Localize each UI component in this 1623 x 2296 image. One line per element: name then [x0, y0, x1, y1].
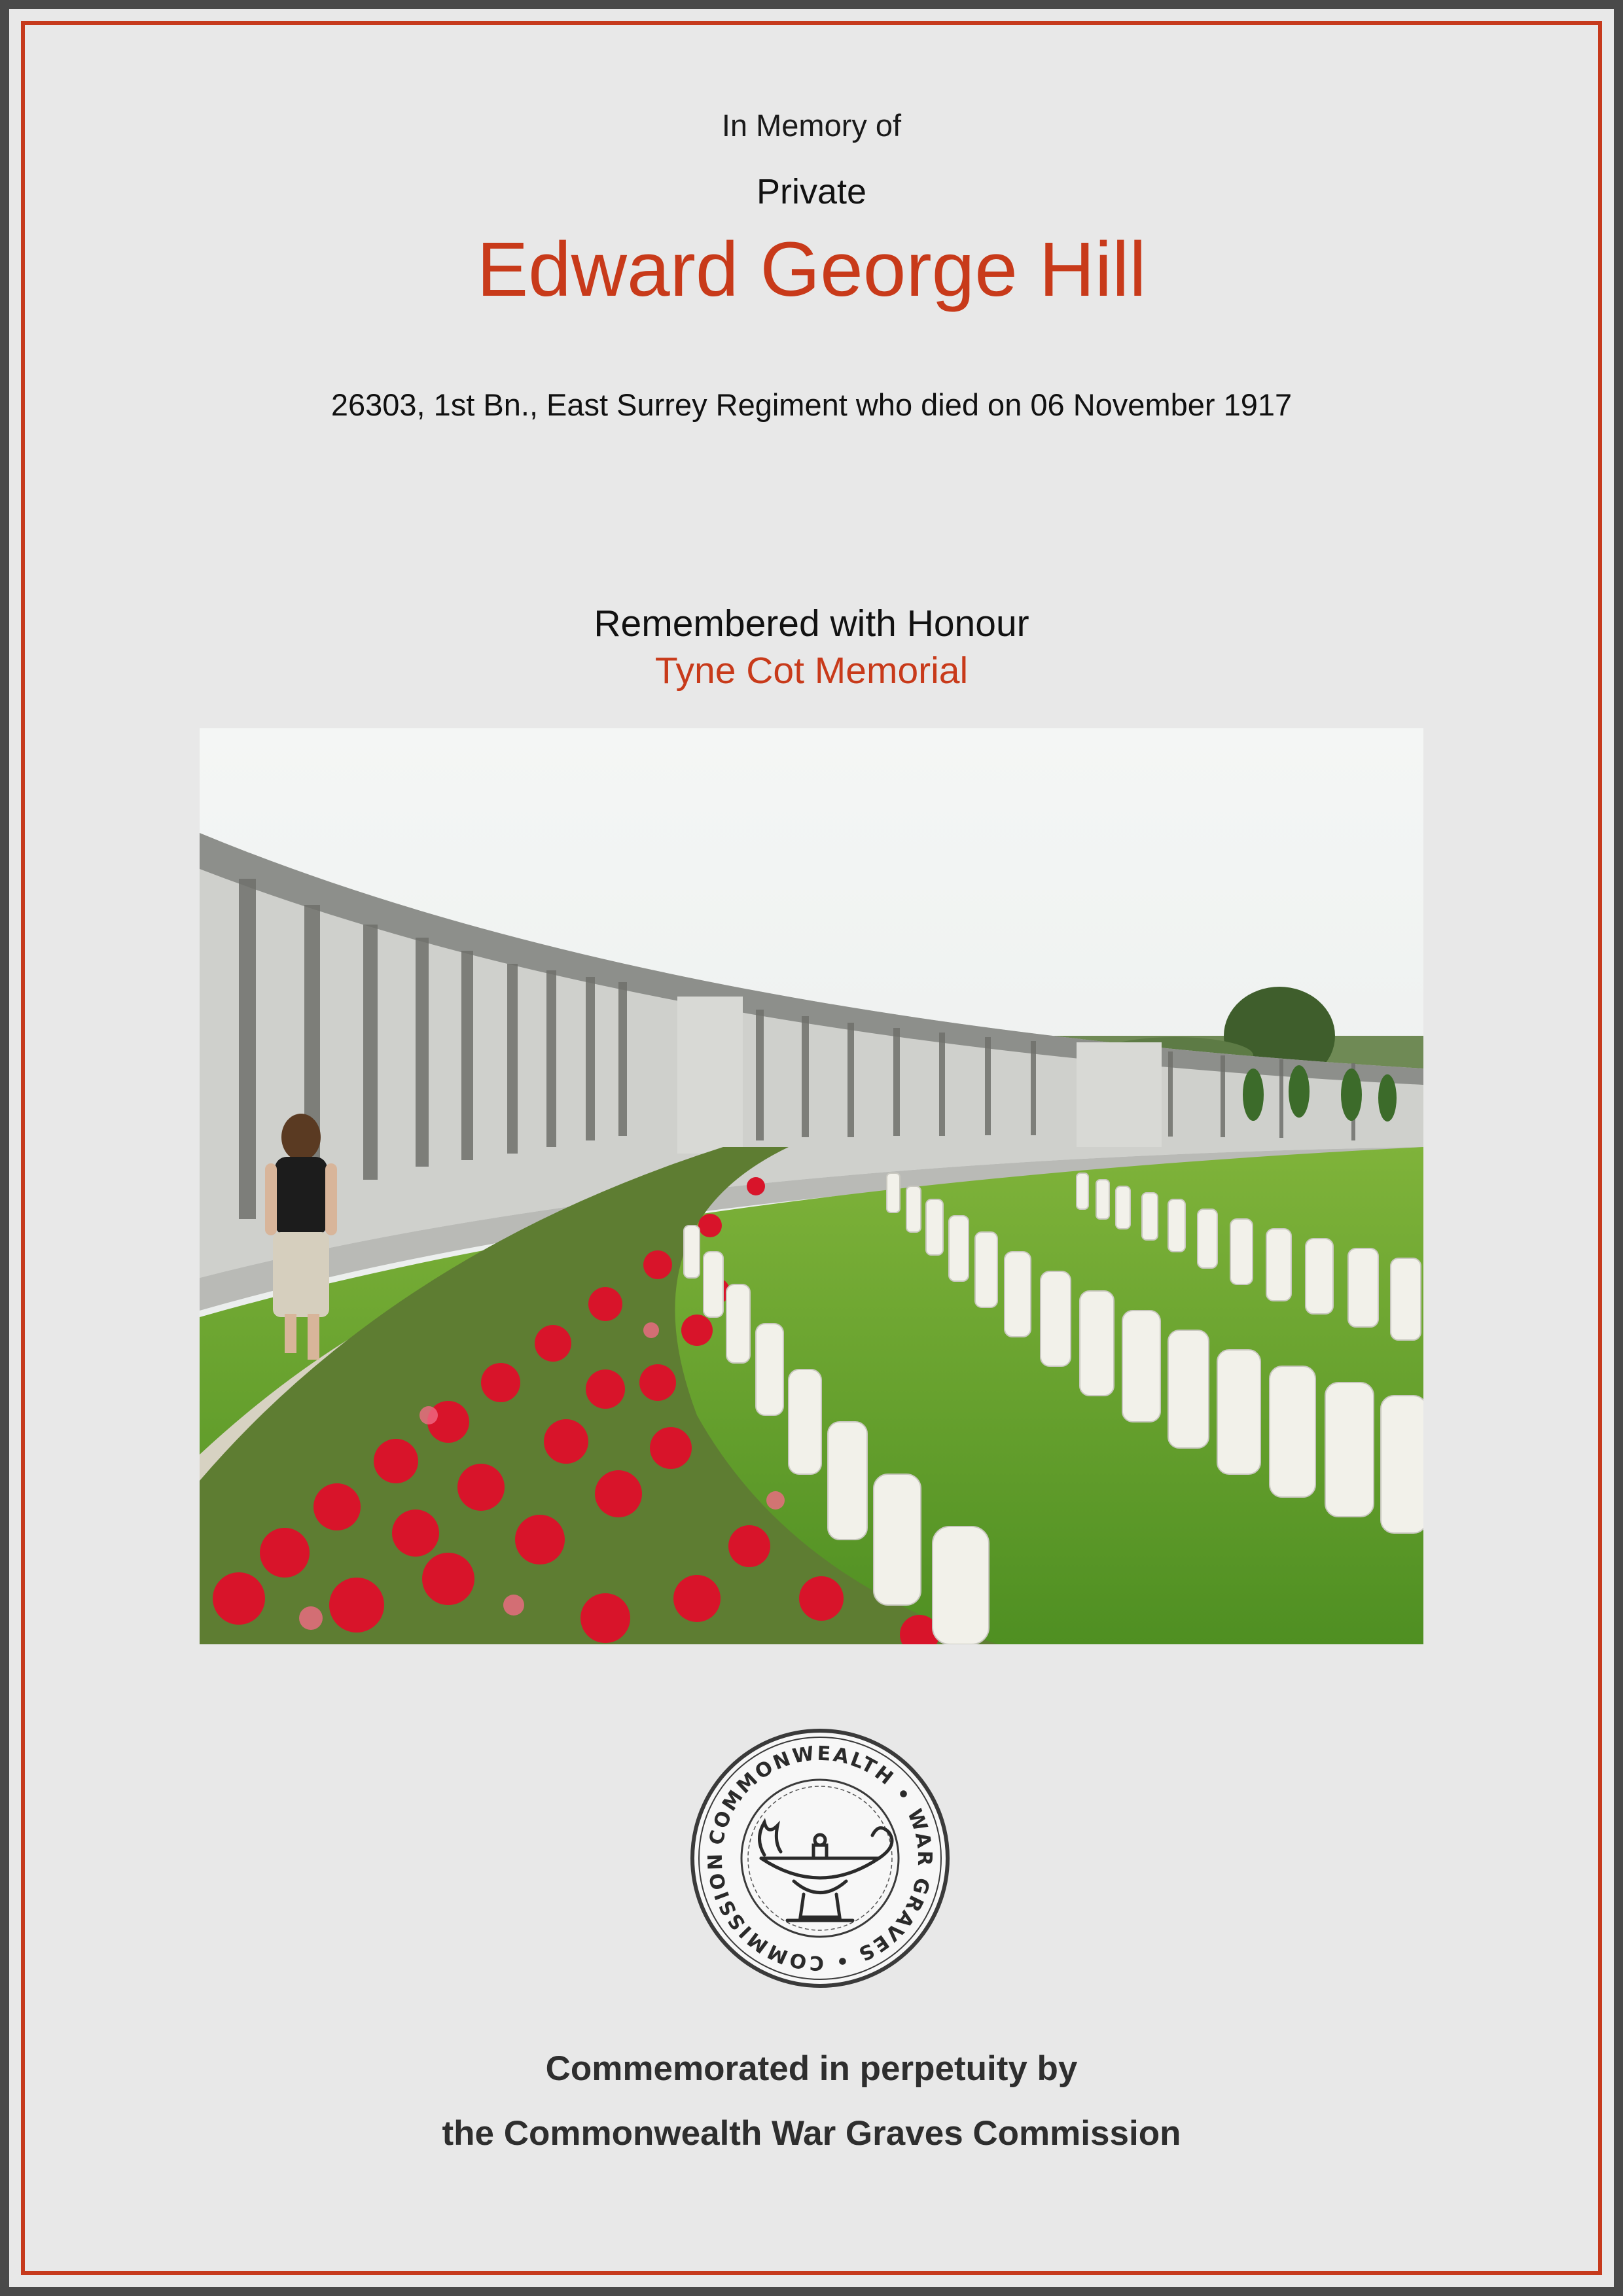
soldier-name: Edward George Hill — [476, 226, 1147, 313]
intro-text: In Memory of — [721, 108, 902, 143]
memorial-photo-art — [200, 728, 1423, 1644]
cwgc-seal-art — [689, 1727, 951, 1989]
honour-line: Remembered with Honour — [594, 603, 1029, 645]
footer-line-1: Commemorated in perpetuity by — [545, 2049, 1078, 2088]
footer-line-2: the Commonwealth War Graves Commission — [442, 2114, 1181, 2153]
rank: Private — [756, 172, 867, 211]
memorial-name: Tyne Cot Memorial — [654, 650, 969, 692]
svg-text:COMMONWEALTH • WAR GRAVES • CO: COMMONWEALTH • WAR GRAVES • COMMISSION — [704, 1742, 936, 1975]
cwgc-seal — [689, 1727, 951, 1989]
certificate-page — [9, 9, 1614, 2287]
service-details: 26303, 1st Bn., East Surrey Regiment who died on 06 November 1917 — [330, 387, 1293, 422]
memorial-photo — [200, 728, 1423, 1644]
